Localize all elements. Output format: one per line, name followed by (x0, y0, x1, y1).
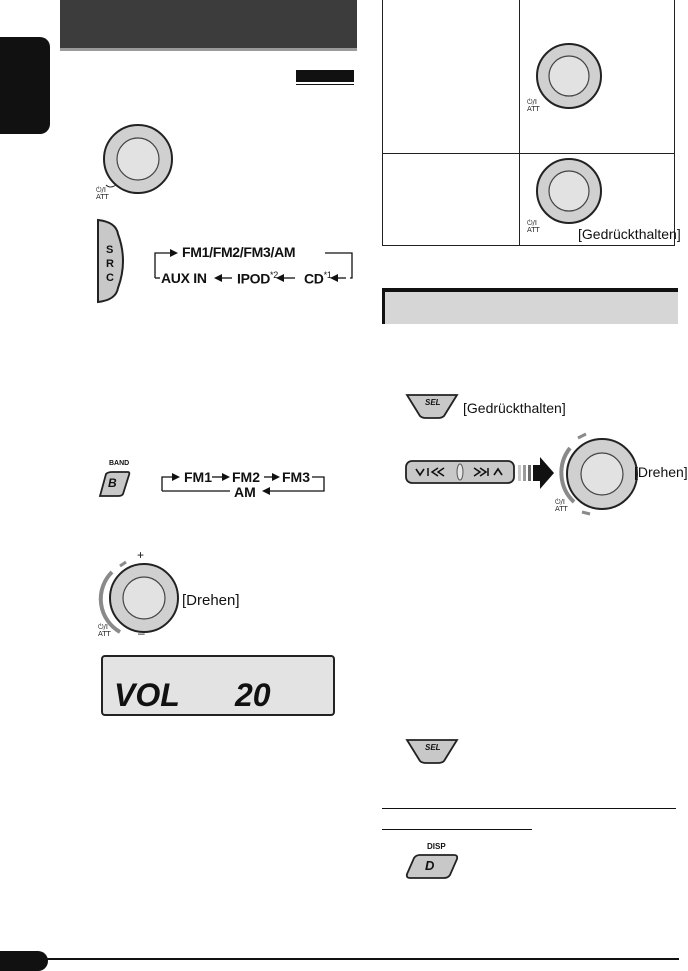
lcd-vol-value: 20 (235, 677, 271, 713)
band-fm3: FM3 (282, 469, 310, 485)
band-fm2: FM2 (232, 469, 260, 485)
cd-text: CD (304, 270, 324, 287)
rule-short (382, 829, 532, 830)
disp-letter: D (425, 858, 435, 873)
band-fm1: FM1 (184, 469, 212, 485)
src-letter-s: S (106, 244, 114, 256)
volume-action: [Drehen] (182, 592, 240, 609)
volume-minus: – (138, 626, 145, 640)
src-letter-c: C (106, 272, 114, 284)
knob-power-label: ⏻/I (96, 186, 106, 194)
bottom-rule (0, 958, 679, 960)
vol-knob-power-label: ⏻/I (98, 623, 108, 631)
source-aux-label: AUX IN (161, 270, 207, 286)
volume-plus: + (137, 548, 145, 562)
right-knob-att-label: ATT (555, 505, 568, 513)
section-header-bar (60, 0, 357, 51)
band-letter: B (108, 476, 117, 490)
track-rocker[interactable] (404, 458, 516, 486)
src-letter-r: R (106, 258, 114, 270)
source-cd-label (304, 270, 332, 287)
right-dial-action: [Drehen] (634, 464, 688, 480)
right-section-header (382, 288, 678, 324)
ipod-note: *2 (270, 270, 278, 280)
disp-caption: DISP (427, 842, 446, 851)
label-box (296, 70, 354, 82)
table-hold-label: [Gedrückthalten] (578, 226, 681, 242)
lcd-vol-label: VOL (114, 677, 180, 713)
band-caption: BAND (109, 460, 130, 467)
knob-att-label: ATT (96, 193, 109, 201)
source-ipod-label (237, 270, 278, 287)
sel-button-label: SEL (425, 743, 441, 752)
cd-note: *1 (323, 270, 332, 280)
language-tab (0, 37, 50, 134)
label-rule (296, 84, 354, 85)
right-dial-knob[interactable] (556, 428, 640, 518)
source-top-label: FM1/FM2/FM3/AM (182, 244, 296, 260)
table-knob-1-att: ATT (527, 105, 540, 113)
table-knob-2-power: ⏻/I (527, 219, 537, 227)
table-row-divider (382, 153, 675, 154)
ipod-text: IPOD (237, 270, 271, 287)
sel-button-hold-label: SEL (425, 398, 441, 407)
right-knob-power-label: ⏻/I (555, 498, 565, 506)
page-number-tab (0, 951, 48, 971)
vol-knob-att-label: ATT (98, 630, 111, 638)
big-arrow (518, 456, 556, 490)
band-am: AM (234, 484, 256, 500)
table-knob-2 (525, 155, 605, 231)
src-button[interactable] (96, 218, 132, 304)
table-knob-2-att: ATT (527, 226, 540, 234)
rule-long (382, 808, 676, 809)
sel-hold-caption: [Gedrückthalten] (463, 400, 566, 416)
table-knob-1-power: ⏻/I (527, 98, 537, 106)
table-col-divider (519, 0, 520, 246)
